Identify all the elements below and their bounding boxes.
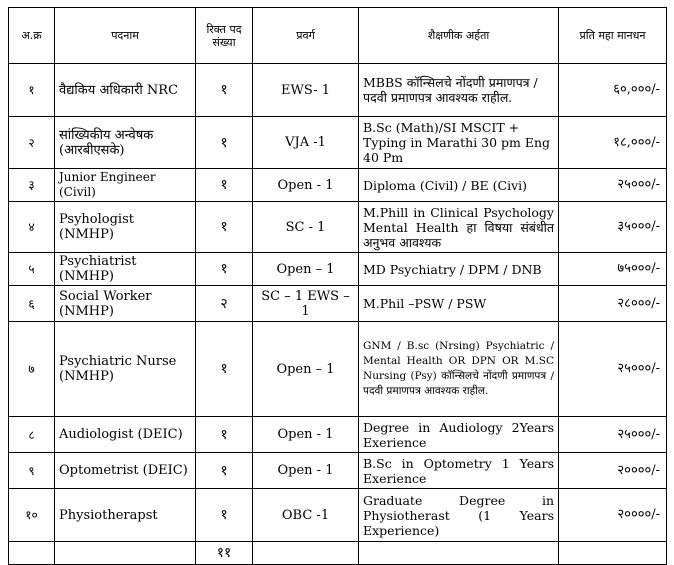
salary-cell: ७५०००/-: [559, 253, 667, 286]
vacancy-cell: १: [196, 117, 253, 169]
qualification-cell: M.Phil –PSW / PSW: [359, 286, 559, 322]
qualification-cell: GNM / B.sc (Nrsing) Psychiatric / Mental Health OR DPN OR M.SC Nursing (Psy) कॉन्सिलचे नोंदणी प्रमाणपत्र / पदवी प्रमाणपत्र आवश्यक राहील.: [359, 322, 559, 417]
qualification-cell: MBBS कॉन्सिलचे नोंदणी प्रमाणपत्र / पदवी प्रमाणपत्र आवश्यक राहील.: [359, 64, 559, 117]
salary-cell: २५०००/-: [559, 322, 667, 417]
salary-cell: १८,०००/-: [559, 117, 667, 169]
table-row: [9, 286, 667, 322]
post-cell: सांख्यिकीय अन्वेषक (आरबीएसके): [55, 117, 196, 169]
qualification-cell: Graduate Degree in Physiotherast (1 Years Experience): [359, 489, 559, 542]
table-row: [9, 489, 667, 542]
header-post: पदनाम: [55, 8, 196, 64]
post-cell: Physiotherapst: [55, 489, 196, 542]
post-cell: Social Worker (NMHP): [55, 286, 196, 322]
category-cell: EWS- 1: [253, 64, 359, 117]
header-vacancies: रिक्त पद संख्या: [196, 8, 253, 64]
salary-cell: ६०,०००/-: [559, 64, 667, 117]
serial-cell: १: [9, 64, 55, 117]
salary-cell: २५०००/-: [559, 169, 667, 202]
serial-cell: ८: [9, 417, 55, 453]
vacancy-cell: १: [196, 253, 253, 286]
serial-cell: ३: [9, 169, 55, 202]
category-cell: Open - 1: [253, 169, 359, 202]
post-cell: Psyhologist (NMHP): [55, 202, 196, 253]
header-salary: प्रति महा मानधन: [559, 8, 667, 64]
total-empty-cell: [253, 542, 359, 565]
category-cell: Open – 1: [253, 253, 359, 286]
total-empty-cell: [559, 542, 667, 565]
table-row: [9, 117, 667, 169]
category-cell: SC - 1: [253, 202, 359, 253]
post-cell: Audiologist (DEIC): [55, 417, 196, 453]
table-row: [9, 253, 667, 286]
vacancy-cell: २: [196, 286, 253, 322]
recruitment-table: [8, 7, 667, 565]
category-cell: SC – 1 EWS – 1: [253, 286, 359, 322]
vacancy-cell: १: [196, 417, 253, 453]
category-cell: Open - 1: [253, 453, 359, 489]
qualification-cell: Diploma (Civil) / BE (Civi): [359, 169, 559, 202]
total-empty-cell: [9, 542, 55, 565]
salary-cell: २८०००/-: [559, 286, 667, 322]
serial-cell: ५: [9, 253, 55, 286]
header-qualification: शैक्षणीक अर्हता: [359, 8, 559, 64]
serial-cell: २: [9, 117, 55, 169]
vacancy-cell: १: [196, 489, 253, 542]
qualification-cell: MD Psychiatry / DPM / DNB: [359, 253, 559, 286]
qualification-cell: M.Phill in Clinical Psychology Mental Health हा विषया संबंधीत अनुभव आवश्यक: [359, 202, 559, 253]
total-empty-cell: [55, 542, 196, 565]
vacancy-cell: १: [196, 322, 253, 417]
vacancy-cell: १: [196, 453, 253, 489]
salary-cell: २००००/-: [559, 489, 667, 542]
total-vacancies: ११: [196, 542, 253, 565]
post-cell: Junior Engineer (Civil): [55, 169, 196, 202]
qualification-cell: B.Sc (Math)/SI MSCIT + Typing in Marathi 30 pm Eng 40 Pm: [359, 117, 559, 169]
vacancy-cell: १: [196, 169, 253, 202]
table-row: [9, 417, 667, 453]
serial-cell: ६: [9, 286, 55, 322]
serial-cell: १०: [9, 489, 55, 542]
table-row: [9, 169, 667, 202]
serial-cell: ७: [9, 322, 55, 417]
category-cell: VJA -1: [253, 117, 359, 169]
table-header-row: [9, 8, 667, 64]
table-row: [9, 453, 667, 489]
header-serial: अ.क्र: [9, 8, 55, 64]
serial-cell: ९: [9, 453, 55, 489]
salary-cell: २००००/-: [559, 453, 667, 489]
table-row: [9, 322, 667, 417]
post-cell: वैद्यकिय अधिकारी NRC: [55, 64, 196, 117]
header-category: प्रवर्ग: [253, 8, 359, 64]
total-row: [9, 542, 667, 565]
vacancy-cell: १: [196, 64, 253, 117]
category-cell: OBC -1: [253, 489, 359, 542]
salary-cell: २५०००/-: [559, 417, 667, 453]
category-cell: Open – 1: [253, 322, 359, 417]
vacancy-cell: १: [196, 202, 253, 253]
qualification-cell: B.Sc in Optometry 1 Years Exerience: [359, 453, 559, 489]
post-cell: Psychiatrist (NMHP): [55, 253, 196, 286]
salary-cell: ३५०००/-: [559, 202, 667, 253]
serial-cell: ४: [9, 202, 55, 253]
category-cell: Open - 1: [253, 417, 359, 453]
post-cell: Optometrist (DEIC): [55, 453, 196, 489]
post-cell: Psychiatric Nurse (NMHP): [55, 322, 196, 417]
table-row: [9, 64, 667, 117]
table-row: [9, 202, 667, 253]
qualification-cell: Degree in Audiology 2Years Exerience: [359, 417, 559, 453]
total-empty-cell: [359, 542, 559, 565]
